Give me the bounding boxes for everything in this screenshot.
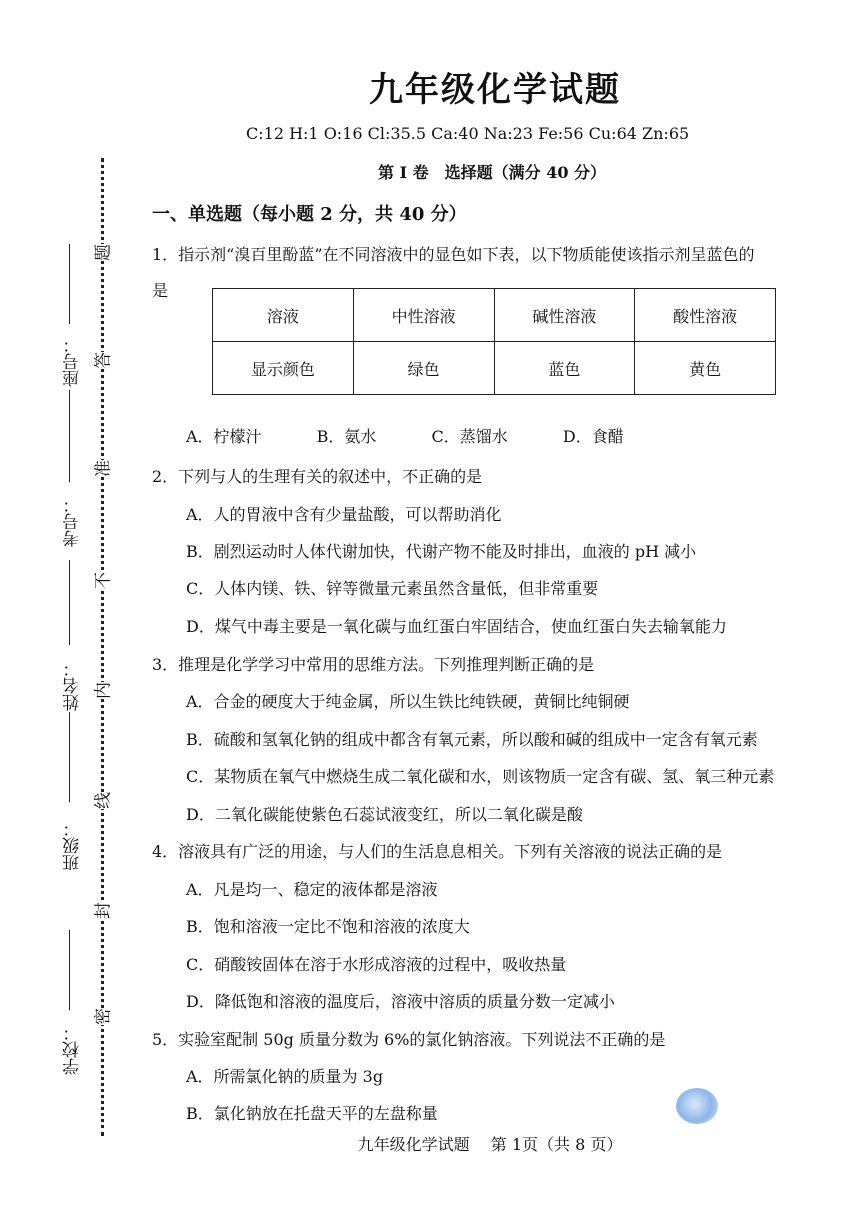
- q1-stem-continued: 是: [152, 281, 169, 300]
- indicator-color-table: [212, 288, 776, 395]
- seal-char-zhun: 准: [87, 460, 116, 477]
- table-cell: 蓝色: [494, 342, 635, 395]
- class-field-label: 班级：: [63, 820, 83, 871]
- seal-char-nei: 内: [87, 682, 116, 699]
- page-footer: 九年级化学试题 第 1页（共 8 页）: [357, 1135, 623, 1154]
- q5-stem: 5．实验室配制 50g 质量分数为 6%的氯化钠溶液。下列说法不正确的是: [152, 1030, 666, 1049]
- name-field-line[interactable]: [69, 560, 70, 645]
- q3-option-b[interactable]: B．硫酸和氢氧化钠的组成中都含有氧元素，所以酸和碱的组成中一定含有氧元素: [186, 730, 758, 749]
- q1-option-b[interactable]: B．氨水: [316, 427, 377, 446]
- name-field-label: 姓名：: [63, 660, 83, 711]
- q5-option-a[interactable]: A．所需氯化钠的质量为 3g: [186, 1067, 384, 1086]
- seal-char-ti: 题: [87, 244, 116, 261]
- table-row: [213, 342, 776, 395]
- page-title: 九年级化学试题: [369, 70, 621, 110]
- q4-option-d[interactable]: D．降低饱和溶液的温度后，溶液中溶质的质量分数一定减小: [186, 992, 615, 1011]
- table-cell: 碱性溶液: [494, 289, 635, 342]
- exam-number-field-label: 考号：: [63, 496, 83, 547]
- q1-option-c[interactable]: C．蒸馏水: [431, 427, 508, 446]
- table-row: [213, 289, 776, 342]
- q4-option-b[interactable]: B．饱和溶液一定比不饱和溶液的浓度大: [186, 917, 470, 936]
- school-field-label: 学校：: [63, 1024, 83, 1075]
- q1-option-d[interactable]: D．食醋: [562, 427, 624, 446]
- table-cell: 绿色: [353, 342, 494, 395]
- q2-option-a[interactable]: A．人的胃液中含有少量盐酸，可以帮助消化: [186, 505, 502, 524]
- seal-char-bu: 不: [87, 572, 116, 589]
- exam-number-field-line[interactable]: [69, 390, 70, 482]
- q1-stem: 1．指示剂“溴百里酚蓝”在不同溶液中的显色如下表，以下物质能使该指示剂呈蓝色的: [152, 245, 755, 264]
- table-cell: 中性溶液: [353, 289, 494, 342]
- school-field-line[interactable]: [69, 930, 70, 1010]
- seat-number-field-line[interactable]: [69, 244, 70, 324]
- table-cell: 黄色: [635, 342, 776, 395]
- q4-stem: 4．溶液具有广泛的用途，与人们的生活息息相关。下列有关溶液的说法正确的是: [152, 842, 723, 861]
- part-header: 第 I 卷 选择题（满分 40 分）: [378, 163, 607, 182]
- q5-option-b[interactable]: B．氯化钠放在托盘天平的左盘称量: [186, 1104, 438, 1123]
- seal-char-da: 答: [87, 352, 116, 369]
- blue-ink-stamp: [676, 1088, 718, 1124]
- q2-option-b[interactable]: B．剧烈运动时人体代谢加快，代谢产物不能及时排出，血液的 pH 减小: [186, 542, 697, 561]
- q2-option-d[interactable]: D．煤气中毒主要是一氧化碳与血红蛋白牢固结合，使血红蛋白失去输氧能力: [186, 617, 727, 636]
- binding-dotted-line: [101, 158, 104, 1136]
- q3-option-a[interactable]: A．合金的硬度大于纯金属，所以生铁比纯铁硬，黄铜比纯铜硬: [186, 692, 630, 711]
- seal-char-feng: 封: [87, 902, 116, 919]
- atomic-masses: C:12 H:1 O:16 Cl:35.5 Ca:40 Na:23 Fe:56 Cu:64 Zn:65: [246, 124, 690, 143]
- q3-option-c[interactable]: C．某物质在氧气中燃烧生成二氧化碳和水，则该物质一定含有碳、氢、氧三种元素: [186, 767, 775, 786]
- class-field-line[interactable]: [69, 712, 70, 802]
- table-cell: 显示颜色: [213, 342, 354, 395]
- q3-option-d[interactable]: D．二氧化碳能使紫色石蕊试液变红，所以二氧化碳是酸: [186, 805, 583, 824]
- seal-char-mi: 密: [87, 1008, 116, 1025]
- q1-options: [186, 424, 674, 447]
- q4-option-c[interactable]: C．硝酸铵固体在溶于水形成溶液的过程中，吸收热量: [186, 955, 567, 974]
- table-cell: 溶液: [213, 289, 354, 342]
- seal-char-xian: 线: [87, 792, 116, 809]
- q3-stem: 3．推理是化学学习中常用的思维方法。下列推理判断正确的是: [152, 655, 595, 674]
- seat-number-field-label: 座号：: [63, 336, 83, 387]
- table-cell: 酸性溶液: [635, 289, 776, 342]
- q1-option-a[interactable]: A．柠檬汁: [186, 427, 262, 446]
- q2-option-c[interactable]: C．人体内镁、铁、锌等微量元素虽然含量低，但非常重要: [186, 579, 599, 598]
- q2-stem: 2．下列与人的生理有关的叙述中，不正确的是: [152, 467, 483, 486]
- q4-option-a[interactable]: A．凡是均一、稳定的液体都是溶液: [186, 880, 438, 899]
- section-header: 一、单选题（每小题 2 分，共 40 分）: [152, 204, 467, 225]
